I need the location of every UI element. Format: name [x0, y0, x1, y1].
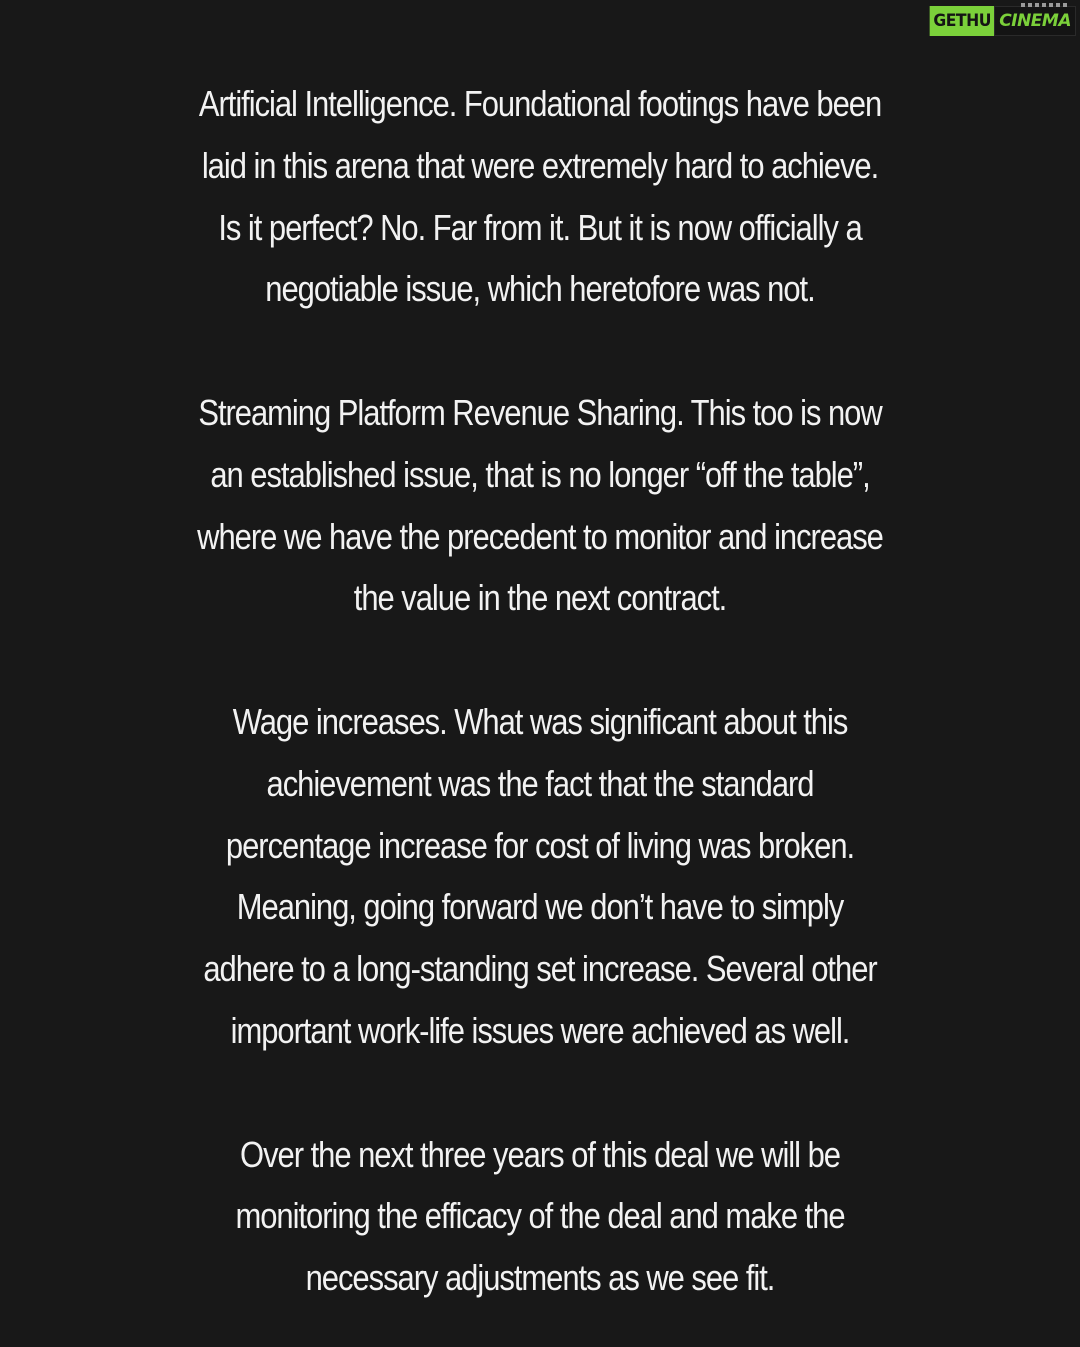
paragraph-spacer — [0, 1062, 1080, 1124]
paragraph-next-three-years — [76, 1124, 1005, 1309]
text-line: Is it perfect? No. Far from it. But it is now officially a — [218, 206, 862, 248]
text-line: percentage increase for cost of living was broken. — [225, 824, 855, 866]
text-line: Meaning, going forward we don’t have to simply — [236, 886, 844, 928]
text-line: necessary adjustments as we see fit. — [305, 1257, 775, 1299]
watermark-part-gethu: GETHU — [929, 6, 994, 36]
statement-text — [0, 73, 1080, 1309]
text-line: an established issue, that is no longer “off the table”, — [210, 453, 870, 495]
text-line: negotiable issue, which heretofore was not. — [265, 268, 815, 310]
paragraph-spacer — [0, 320, 1080, 382]
text-line: Streaming Platform Revenue Sharing. This too is now — [198, 391, 882, 433]
paragraph-streaming-revenue — [76, 382, 1005, 629]
text-line: where we have the precedent to monitor and increase — [197, 515, 883, 557]
text-line: adhere to a long-standing set increase. Several other — [203, 948, 877, 990]
text-line: Wage increases. What was significant about this — [232, 700, 848, 742]
text-line: monitoring the efficacy of the deal and make the — [235, 1195, 845, 1237]
text-line: laid in this arena that were extremely hard to achieve. — [201, 144, 879, 186]
text-line: achievement was the fact that the standard — [266, 762, 814, 804]
watermark-part-cinema: CINEMA — [994, 6, 1076, 36]
text-line: Artificial Intelligence. Foundational footings have been — [198, 83, 882, 124]
text-line: important work-life issues were achieved as well. — [230, 1009, 850, 1051]
paragraph-spacer — [0, 629, 1080, 691]
text-line: Over the next three years of this deal we will be — [240, 1133, 840, 1175]
gethucinema-watermark-logo — [924, 6, 1076, 36]
paragraph-wage-increases — [76, 691, 1005, 1062]
paragraph-artificial-intelligence — [76, 73, 1005, 320]
text-line: the value in the next contract. — [353, 577, 727, 619]
